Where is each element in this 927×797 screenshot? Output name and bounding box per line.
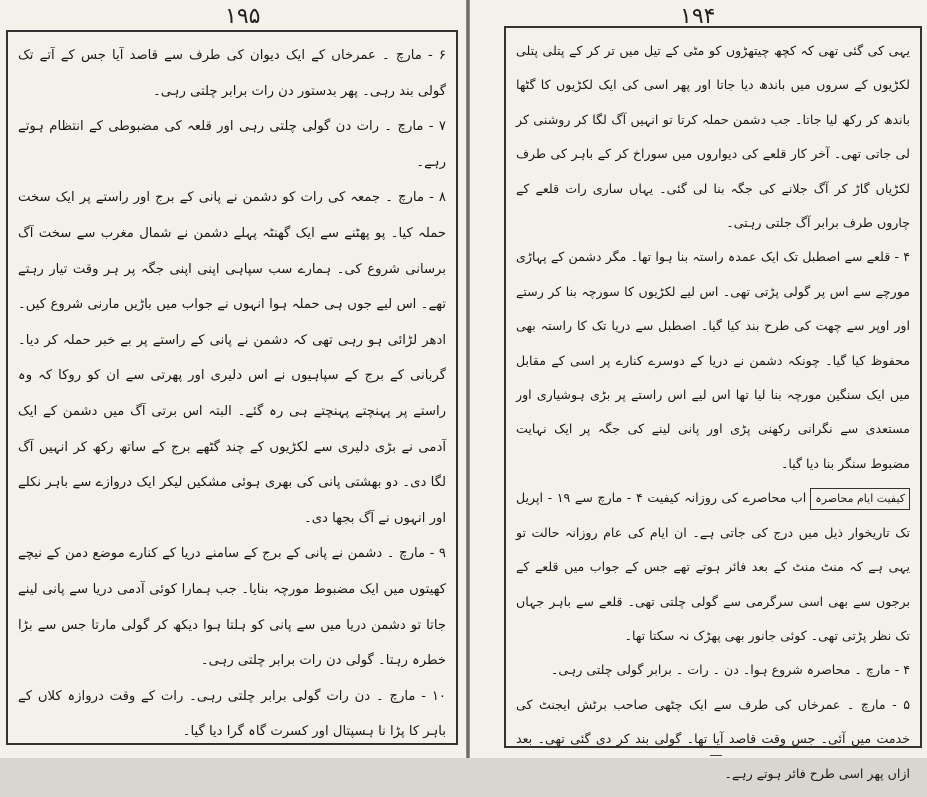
paragraph-march-9: ۹ - مارچ ۔ دشمن نے پانی کے برج کے سامنے دریا کے کنارے موضع دمن کے نیچے کھیتوں میں ایک مضبوط مورچہ بنایا۔ جب ہمارا کوئی آدمی دریا سے پانی لینے جاتا تو دشمن دریا میں سے پانی کو ہلتا ہوا دیکھ کر گولی مارتا جس سے بڑا خطرہ رہتا۔ گولی دن رات برابر چلتی رہی۔	[18, 546, 446, 669]
paragraph-march-7: ۷ - مارچ ۔ رات دن گولی چلتی رہی اور قلعہ کی مضبوطی کے انتظام ہوتے رہے۔	[18, 119, 446, 170]
paragraph-daily-account	[516, 481, 910, 653]
paragraph-lights: یہی کی گئی تھی کہ کچھ چیتھڑوں کو مٹی کے تیل میں تر کر کے پتلی پتلی لکڑیوں کے سروں میں باندھ دیا جاتا اور پھر اسی کی ایک لکڑیوں کا گٹھا باندھ کر رکھ لیا جاتا۔ جب دشمن حملہ کرتا تو انہیں آگ لگا کر روشنی کر لی جاتی تھی۔ آخر کار قلعے کی دیواروں میں سوراخ کر کے باہر کی طرف لکڑیاں گاڑ کر آگ جلانے کی جگہ بنا لی گئی۔ یہاں ساری رات قلعے کے چاروں طرف برابر آگ جلتی رہتی۔	[516, 43, 910, 231]
paragraph-march-5: ۵ - مارچ ۔ عمرخاں کی طرف سے ایک چٹھی صاحب برٹش ایجنٹ کی خدمت میں آئی۔ جس وقت قاصد آیا تھا۔ گولی بند کر دی گئی تھی۔ بعد ازاں پھر اسی طرح فائر ہوتے رہے۔	[516, 696, 910, 781]
margin-box-siege-days: کیفیت ایام محاصرہ	[810, 488, 910, 510]
paragraph-stable-road: ۴ - قلعے سے اصطبل تک ایک عمدہ راستہ بنا ہوا تھا۔ مگر دشمن کے پہاڑی مورچے سے اس پر گولی پڑتی تھی۔ اس لیے لکڑیوں کا سورچہ بنا کر رستے اور اوپر سے چھت کی طرح بند کیا گیا۔ اصطبل سے دریا تک کا راستہ بھی محفوظ کیا گیا۔ چونکہ دشمن نے دریا کے دوسرے کنارے پر اسی کے مقابل میں ایک سنگین مورچہ بنا لیا تھا اس لیے اس راستے پر بڑی ہوشیاری اور مستعدی سے نگرانی رکھنی پڑی اور پانی لینے کی جگہ پر ایک نہایت مضبوط سنگر بنا دیا گیا۔	[516, 249, 910, 471]
text-block-right	[506, 28, 920, 797]
page-number-right: ۱۹۴	[680, 4, 716, 29]
paragraph-march-4: ۴ - مارچ ۔ محاصرہ شروع ہوا۔ دن ۔ رات ۔ برابر گولی چلتی رہی۔	[550, 662, 910, 678]
left-page	[0, 0, 466, 758]
paragraph-daily-account-text: اب محاصرے کی روزانہ کیفیت ۴ - مارچ سے ۱۹ - اپریل تک تاریخوار ذیل میں درج کی جاتی ہے۔ ان ایام کی عام روزانہ حالت تو یہی ہے کہ منٹ منٹ کے بعد فائر ہوتے تھے جس کے جواب میں قلعے کے برجوں سے بھی اسی سرگرمی سے گولی چلتی تھی۔ قلعے سے باہر جہاں تک نظر پڑتی تھی۔ کوئی جانور بھی پھڑک نہ سکتا تھا۔	[516, 490, 910, 643]
paragraph-march-8: ۸ - مارچ ۔ جمعہ کی رات کو دشمن نے پانی کے برج اور راستے پر ایک سخت حملہ کیا۔ پو پھٹنے سے ایک گھنٹہ پہلے دشمن نے شمال مغرب سے سخت آگ برسانی شروع کی۔ ہمارے سب سپاہی اپنی اپنی جگہ پر ہر وقت تیار رہتے تھے۔ اس لیے جوں ہی حملہ ہوا انہوں نے جواب میں باڑیں مارنی شروع کیں۔ ادھر لڑائی ہو رہی تھی کہ دشمن نے پانی کے راستے پر بے خبر حملہ کر دیا۔ گربانی کے برج کے سپاہیوں نے اس دلیری اور پھرتی سے ان کو روکا کہ وہ راستے پر پہنچتے پہنچتے ہی رہ گئے۔ البتہ اس برتی آگ میں دشمن کے ایک آدمی نے بڑی دلیری سے لکڑیوں کے چند گٹھے برج کے ساتھ رکھ کر انہیں آگ لگا دی۔ دو بھشتی پانی کی بھری ہوئی مشکیں لیکر ایک دروازے سے باہر نکلے اور انہوں نے آگ بجھا دی۔	[18, 190, 446, 526]
paragraph-march-10: ۱۰ - مارچ ۔ دن رات گولی برابر چلتی رہی۔ رات کے وقت دروازہ کلاں کے باہر کا پڑا نا ہسپتال اور کسرت گاہ گرا دیا گیا۔	[18, 688, 446, 740]
text-frame-left	[6, 30, 458, 745]
page-number-left: ۱۹۵	[225, 4, 261, 29]
text-frame-right	[504, 26, 922, 781]
bottom-mark	[710, 752, 722, 756]
right-page	[470, 0, 927, 781]
paragraph-march-6: ۶ - مارچ ۔ عمرخاں کے ایک دیوان کی طرف سے قاصد آیا جس کے آتے تک گولی بند رہی۔ پھر بدستور دن رات برابر چلتی رہی۔	[18, 48, 446, 99]
text-block-left	[8, 32, 456, 756]
